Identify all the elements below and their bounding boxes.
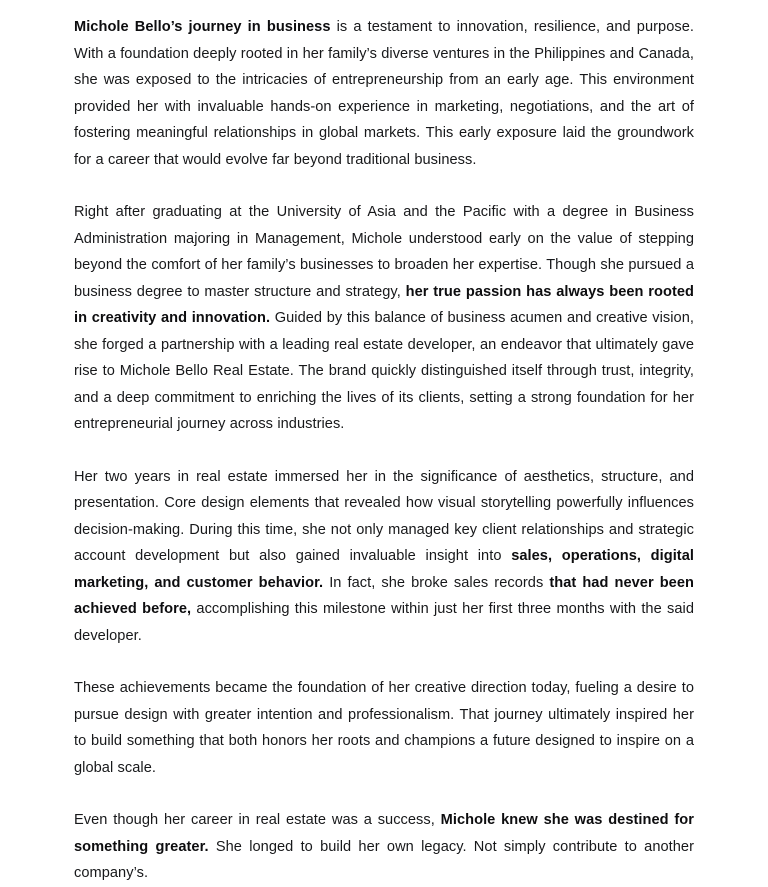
paragraph-1: [74, 14, 694, 173]
body-text: Guided by this balance of business acumen and creative vision, she forged a partnership with a leading real estate developer, an endeavor that ultimately gave rise to Michole Bello Real Estate. The brand quickly distinguished itself through trust, integrity, and a deep commitment to enriching the lives of its clients, setting a strong foundation for her entrepreneurial journey across industries.: [74, 310, 694, 432]
body-text: accomplishing this milestone within just her first three months with the said developer.: [74, 601, 694, 644]
emphasized-text: her true passion has always been rooted in creativity and innovation.: [74, 283, 694, 326]
emphasized-text: that had never been achieved before,: [74, 574, 694, 617]
paragraph-2: [74, 199, 694, 438]
body-text: Right after graduating at the University of Asia and the Pacific with a degree in Business Administration majoring in Management, Michole understood early on the value of stepping beyond the comfort of her family’s businesses to broaden her expertise. Though she pursued a business degree to master structure and strategy,: [74, 204, 694, 300]
emphasized-text: sales, operations, digital marketing, and customer behavior.: [74, 548, 694, 591]
paragraph-5: [74, 807, 694, 887]
body-text: is a testament to innovation, resilience, and purpose. With a foundation deeply rooted in her family’s diverse ventures in the Philippines and Canada, she was exposed to the intricacies of entrepreneurship from an early age. This environment provided her with invaluable hands-on experience in marketing, negotiations, and the art of fostering meaningful relationships in global markets. This early exposure laid the groundwork for a career that would evolve far beyond traditional business.: [74, 19, 694, 168]
body-text: Her two years in real estate immersed her in the significance of aesthetics, structure, and presentation. Core design elements that revealed how visual storytelling powerfully influences decision-making. During this time, she not only managed key client relationships and strategic account development but also gained invaluable insight into: [74, 468, 694, 564]
body-text: In fact, she broke sales records: [323, 574, 550, 591]
body-text: Even though her career in real estate was a success,: [74, 812, 441, 828]
article-body: [74, 14, 694, 887]
emphasized-text: Michole knew she was destined for something greater.: [74, 812, 694, 855]
paragraph-3: [74, 464, 694, 650]
body-text: She longed to build her own legacy. Not simply contribute to another company’s.: [74, 838, 694, 881]
paragraph-4: [74, 675, 694, 781]
emphasized-text: Michole Bello’s journey in business: [74, 19, 331, 35]
body-text: These achievements became the foundation of her creative direction today, fueling a desire to pursue design with greater intention and professionalism. That journey ultimately inspired her to build something that both honors her roots and champions a future designed to inspire on a global scale.: [74, 680, 694, 776]
